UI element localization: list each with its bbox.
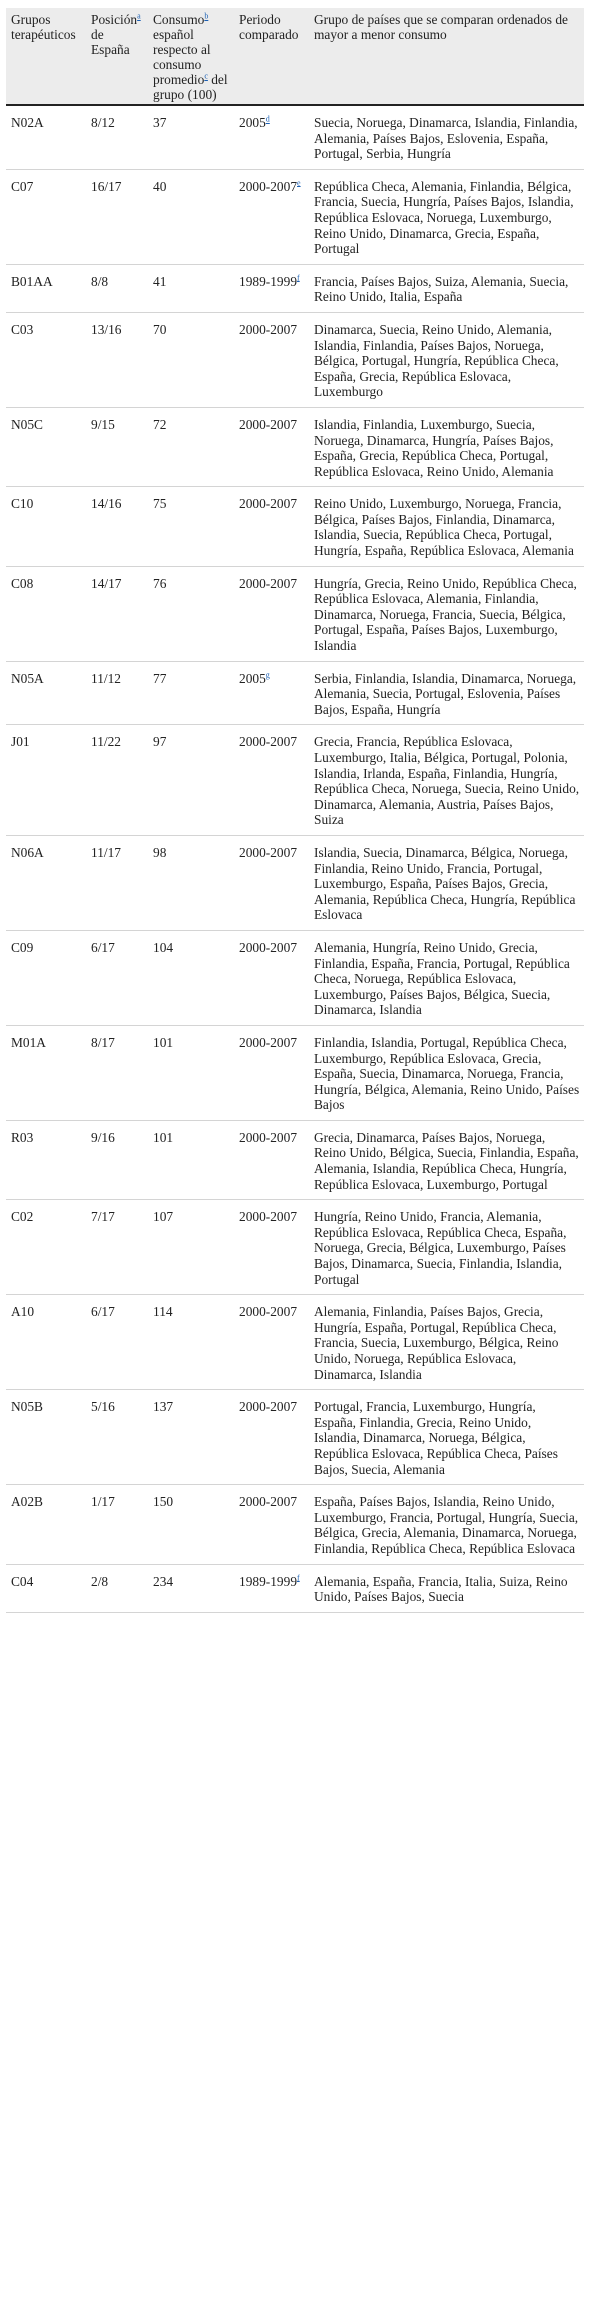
countries-cell: Hungría, Grecia, Reino Unido, República Checa, República Eslovaca, Alemania, Finlandia, Dinamarca, Noruega, Francia, Suecia, Bélgica, Portugal, España, Países Bajos, Luxemburgo, Islandia bbox=[309, 566, 584, 661]
header-group: Grupos terapéuticos bbox=[6, 8, 86, 105]
group-cell: N06A bbox=[6, 835, 86, 930]
countries-cell: Suecia, Noruega, Dinamarca, Islandia, Finlandia, Alemania, Países Bajos, Eslovenia, España, Portugal, Serbia, Hungría bbox=[309, 105, 584, 169]
position-cell: 11/17 bbox=[86, 835, 148, 930]
group-cell: C09 bbox=[6, 930, 86, 1025]
group-cell: J01 bbox=[6, 725, 86, 836]
consumption-cell: 98 bbox=[148, 835, 234, 930]
consumption-cell: 70 bbox=[148, 312, 234, 407]
table-row bbox=[6, 566, 584, 661]
position-cell: 5/16 bbox=[86, 1390, 148, 1485]
countries-cell: Alemania, España, Francia, Italia, Suiza, Reino Unido, Países Bajos, Suecia bbox=[309, 1564, 584, 1612]
table-row bbox=[6, 835, 584, 930]
group-cell: N05B bbox=[6, 1390, 86, 1485]
header-consumption: Consumo$^b$ español respecto al consumo promedio$^c$ del grupo (100) bbox=[148, 8, 234, 105]
countries-cell: Dinamarca, Suecia, Reino Unido, Alemania, Islandia, Finlandia, Países Bajos, Noruega, Bélgica, Portugal, Hungría, República Checa, España, Grecia, República Eslovaca, Luxemburgo bbox=[309, 312, 584, 407]
countries-cell: Islandia, Suecia, Dinamarca, Bélgica, Noruega, Finlandia, Reino Unido, Francia, Portugal, Luxemburgo, España, Países Bajos, Grecia, Alemania, República Checa, Hungría, República Eslovaca bbox=[309, 835, 584, 930]
period-cell: 2000-2007 bbox=[234, 312, 309, 407]
footnote-link[interactable]: f bbox=[297, 273, 300, 283]
consumption-cell: 104 bbox=[148, 930, 234, 1025]
period-cell: 2000-2007 bbox=[234, 487, 309, 566]
position-cell: 9/16 bbox=[86, 1120, 148, 1199]
group-cell: C08 bbox=[6, 566, 86, 661]
table-row bbox=[6, 487, 584, 566]
table-row bbox=[6, 661, 584, 725]
position-cell: 14/17 bbox=[86, 566, 148, 661]
table-row bbox=[6, 264, 584, 312]
table-row bbox=[6, 1390, 584, 1485]
position-cell: 2/8 bbox=[86, 1564, 148, 1612]
period-cell: 1989-1999$^f$ bbox=[234, 264, 309, 312]
table-row bbox=[6, 1025, 584, 1120]
group-cell: B01AA bbox=[6, 264, 86, 312]
consumption-cell: 76 bbox=[148, 566, 234, 661]
countries-cell: Francia, Países Bajos, Suiza, Alemania, Suecia, Reino Unido, Italia, España bbox=[309, 264, 584, 312]
table-header bbox=[6, 8, 584, 105]
consumption-cell: 107 bbox=[148, 1200, 234, 1295]
consumption-cell: 101 bbox=[148, 1120, 234, 1199]
position-cell: 9/15 bbox=[86, 407, 148, 486]
consumption-cell: 101 bbox=[148, 1025, 234, 1120]
period-cell: 2000-2007 bbox=[234, 1485, 309, 1564]
period-cell: 2000-2007 bbox=[234, 1390, 309, 1485]
position-cell: 14/16 bbox=[86, 487, 148, 566]
group-cell: C04 bbox=[6, 1564, 86, 1612]
period-cell: 2000-2007 bbox=[234, 930, 309, 1025]
group-cell: C02 bbox=[6, 1200, 86, 1295]
consumption-cell: 72 bbox=[148, 407, 234, 486]
countries-cell: Portugal, Francia, Luxemburgo, Hungría, España, Finlandia, Grecia, Reino Unido, Islandia, Dinamarca, Noruega, Bélgica, República Eslovaca, República Checa, Países Bajos, Suecia, Alemania bbox=[309, 1390, 584, 1485]
position-cell: 7/17 bbox=[86, 1200, 148, 1295]
footnote-link[interactable]: e bbox=[297, 178, 301, 188]
table-row bbox=[6, 407, 584, 486]
consumption-cell: 97 bbox=[148, 725, 234, 836]
position-cell: 6/17 bbox=[86, 1295, 148, 1390]
consumption-cell: 137 bbox=[148, 1390, 234, 1485]
consumption-cell: 114 bbox=[148, 1295, 234, 1390]
header-countries: Grupo de países que se comparan ordenados de mayor a menor consumo bbox=[309, 8, 584, 105]
consumption-cell: 41 bbox=[148, 264, 234, 312]
period-cell: 2005$^d$ bbox=[234, 105, 309, 169]
position-cell: 1/17 bbox=[86, 1485, 148, 1564]
consumption-cell: 77 bbox=[148, 661, 234, 725]
position-cell: 11/12 bbox=[86, 661, 148, 725]
period-cell: 2000-2007e bbox=[234, 169, 309, 264]
group-cell: C07 bbox=[6, 169, 86, 264]
group-cell: A10 bbox=[6, 1295, 86, 1390]
group-cell: N05C bbox=[6, 407, 86, 486]
table-row bbox=[6, 169, 584, 264]
position-cell: 8/17 bbox=[86, 1025, 148, 1120]
header-period: Periodo comparado bbox=[234, 8, 309, 105]
position-cell: 8/12 bbox=[86, 105, 148, 169]
period-cell: 2000-2007 bbox=[234, 407, 309, 486]
table-row bbox=[6, 1200, 584, 1295]
consumption-cell: 234 bbox=[148, 1564, 234, 1612]
position-cell: 16/17 bbox=[86, 169, 148, 264]
header-position: Posición$^a$ de España bbox=[86, 8, 148, 105]
countries-cell: España, Países Bajos, Islandia, Reino Unido, Luxemburgo, Francia, Portugal, Hungría, Suecia, Bélgica, Grecia, Alemania, Dinamarca, Noruega, Finlandia, República Checa, República Eslovaca bbox=[309, 1485, 584, 1564]
countries-cell: Serbia, Finlandia, Islandia, Dinamarca, Noruega, Alemania, Suecia, Portugal, Eslovenia, Países Bajos, España, Hungría bbox=[309, 661, 584, 725]
footnote-link[interactable]: d bbox=[265, 114, 270, 124]
footnote-link[interactable]: f bbox=[297, 1573, 300, 1583]
group-cell: M01A bbox=[6, 1025, 86, 1120]
table-row bbox=[6, 105, 584, 169]
period-cell: 2000-2007 bbox=[234, 725, 309, 836]
table-row bbox=[6, 1564, 584, 1612]
period-cell: 2000-2007 bbox=[234, 1200, 309, 1295]
group-cell: A02B bbox=[6, 1485, 86, 1564]
table-row bbox=[6, 1120, 584, 1199]
period-cell: 2000-2007 bbox=[234, 1120, 309, 1199]
countries-cell: Finlandia, Islandia, Portugal, República Checa, Luxemburgo, República Eslovaca, Grecia, España, Suecia, Dinamarca, Noruega, Francia, Hungría, Bélgica, Alemania, Reino Unido, Países Bajos bbox=[309, 1025, 584, 1120]
position-cell: 6/17 bbox=[86, 930, 148, 1025]
position-cell: 11/22 bbox=[86, 725, 148, 836]
countries-cell: República Checa, Alemania, Finlandia, Bélgica, Francia, Suecia, Hungría, Países Bajos, Islandia, República Eslovaca, Noruega, Luxemburgo, Reino Unido, Dinamarca, Grecia, España, Portugal bbox=[309, 169, 584, 264]
countries-cell: Grecia, Francia, República Eslovaca, Luxemburgo, Italia, Bélgica, Portugal, Polonia, Islandia, Irlanda, España, Finlandia, Hungría, República Checa, Noruega, Suecia, Reino Unido, Dinamarca, Alemania, Austria, Países Bajos, Suiza bbox=[309, 725, 584, 836]
group-cell: C10 bbox=[6, 487, 86, 566]
countries-cell: Alemania, Hungría, Reino Unido, Grecia, Finlandia, España, Francia, Portugal, República Checa, Noruega, República Eslovaca, Luxemburgo, Países Bajos, Bélgica, Suecia, Dinamarca, Islandia bbox=[309, 930, 584, 1025]
consumption-table bbox=[6, 8, 584, 1613]
consumption-cell: 75 bbox=[148, 487, 234, 566]
table-body bbox=[6, 105, 584, 1612]
period-cell: 2005$^g$ bbox=[234, 661, 309, 725]
table-row bbox=[6, 1295, 584, 1390]
footnote-link-b[interactable]: b bbox=[204, 11, 209, 21]
period-cell: 2000-2007 bbox=[234, 566, 309, 661]
table-row bbox=[6, 312, 584, 407]
table-row bbox=[6, 725, 584, 836]
countries-cell: Hungría, Reino Unido, Francia, Alemania, República Eslovaca, República Checa, España, Noruega, Grecia, Bélgica, Luxemburgo, Países Bajos, Dinamarca, Suecia, Finlandia, Islandia, Portugal bbox=[309, 1200, 584, 1295]
consumption-cell: 150 bbox=[148, 1485, 234, 1564]
footnote-link-c[interactable]: c bbox=[204, 71, 208, 81]
footnote-link[interactable]: g bbox=[265, 670, 270, 680]
consumption-cell: 37 bbox=[148, 105, 234, 169]
position-cell: 8/8 bbox=[86, 264, 148, 312]
table-row bbox=[6, 930, 584, 1025]
period-cell: 1989-1999$^f$ bbox=[234, 1564, 309, 1612]
period-cell: 2000-2007 bbox=[234, 1295, 309, 1390]
countries-cell: Reino Unido, Luxemburgo, Noruega, Francia, Bélgica, Países Bajos, Finlandia, Dinamarca, Islandia, Suecia, República Checa, Portugal, Hungría, España, República Eslovaca, Alemania bbox=[309, 487, 584, 566]
group-cell: R03 bbox=[6, 1120, 86, 1199]
countries-cell: Islandia, Finlandia, Luxemburgo, Suecia, Noruega, Dinamarca, Hungría, Países Bajos, España, Grecia, República Checa, Portugal, República Eslovaca, Reino Unido, Alemania bbox=[309, 407, 584, 486]
period-cell: 2000-2007 bbox=[234, 1025, 309, 1120]
footnote-link-a[interactable]: a bbox=[137, 11, 141, 21]
countries-cell: Grecia, Dinamarca, Países Bajos, Noruega, Reino Unido, Bélgica, Suecia, Finlandia, España, Alemania, Islandia, República Checa, Hungría, República Eslovaca, Luxemburgo, Portugal bbox=[309, 1120, 584, 1199]
position-cell: 13/16 bbox=[86, 312, 148, 407]
group-cell: N02A bbox=[6, 105, 86, 169]
countries-cell: Alemania, Finlandia, Países Bajos, Grecia, Hungría, España, Portugal, República Checa, Francia, Suecia, Luxemburgo, Bélgica, Reino Unido, Noruega, República Eslovaca, Dinamarca, Islandia bbox=[309, 1295, 584, 1390]
consumption-cell: 40 bbox=[148, 169, 234, 264]
table-row bbox=[6, 1485, 584, 1564]
group-cell: C03 bbox=[6, 312, 86, 407]
group-cell: N05A bbox=[6, 661, 86, 725]
period-cell: 2000-2007 bbox=[234, 835, 309, 930]
